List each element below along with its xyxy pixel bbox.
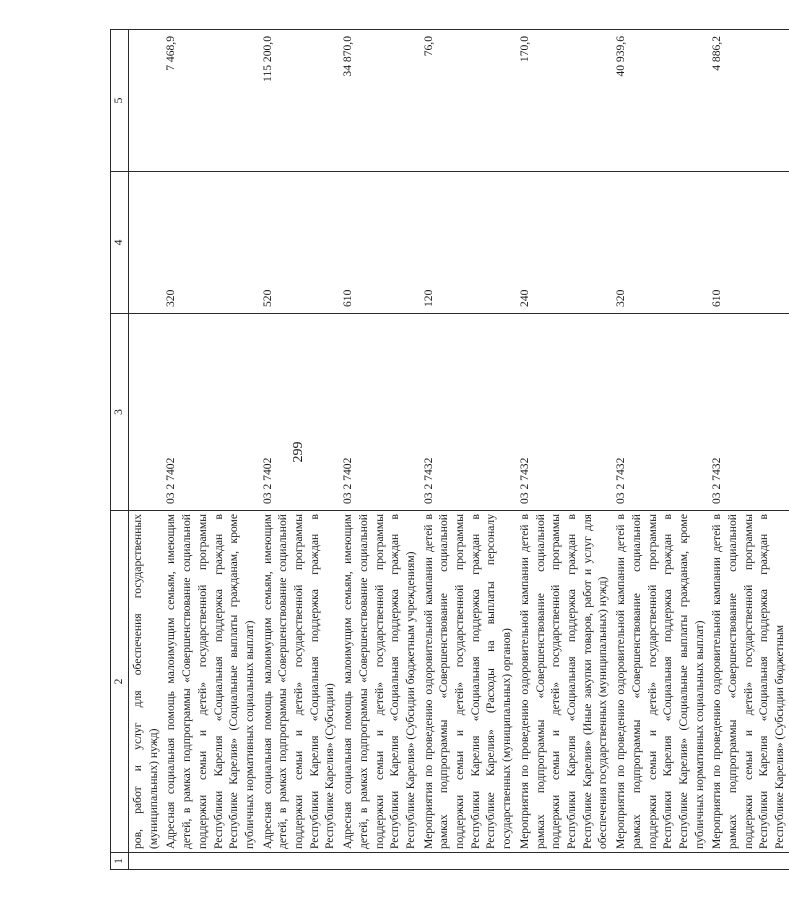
table-row: [162, 30, 258, 870]
row-index-cell: [259, 853, 340, 870]
row-sum: 34 870,0: [339, 30, 420, 172]
header-col-3: 3: [111, 314, 129, 511]
row-sum: 115 200,0: [259, 30, 340, 172]
row-code: 03 2 7432: [708, 314, 789, 511]
table-row: [339, 30, 420, 870]
header-col-1: 1: [111, 853, 129, 870]
header-col-5: 5: [111, 30, 129, 172]
row-vr: 240: [516, 172, 612, 314]
row-index-cell: [339, 853, 420, 870]
row-name: Адресная социальная помощь малоимущим семьям, имеющим детей, в рамках подпрограммы «Совершенствование социальной поддержки семьи и детей» государственной программы Республики Карелия «Социальная поддержка граждан в Республике Карелия» (Субсидии): [259, 511, 340, 853]
header-col-4: 4: [111, 172, 129, 314]
row-name: Мероприятия по проведению оздоровительной кампании детей в рамках подпрограммы «Совершенствование социальной поддержки семьи и детей» государственной программы Республики Карелия «Социальная поддержка граждан в Республике Карелия» (Иные закупки товаров, работ и услуг для обеспечения государственных (муниципальных) нужд): [516, 511, 612, 853]
table-header: [111, 30, 129, 870]
row-sum: 40 939,6: [612, 30, 708, 172]
row-name: ров, работ и услуг для обеспечения государственных (муниципальных) нужд): [129, 511, 163, 853]
row-vr: 520: [259, 172, 340, 314]
header-row: [111, 30, 129, 870]
row-sum: [129, 30, 163, 172]
row-name: Адресная социальная помощь малоимущим семьям, имеющим детей, в рамках подпрограммы «Совершенствование социальной поддержки семьи и детей» государственной программы Республики Карелия «Социальная поддержка граждан в Республике Карелия» (Социальные выплаты гражданам, кроме публичных нормативных социальных выплат): [162, 511, 258, 853]
row-code: 03 2 7402: [162, 314, 258, 511]
budget-table: [110, 29, 789, 870]
row-vr: 320: [612, 172, 708, 314]
row-name: Мероприятия по проведению оздоровительной кампании детей в рамках подпрограммы «Совершенствование социальной поддержки семьи и детей» государственной программы Республики Карелия «Социальная поддержка граждан в Республике Карелия» (Социальные выплаты гражданам, кроме публичных нормативных социальных выплат): [612, 511, 708, 853]
row-code: 03 2 7432: [420, 314, 516, 511]
row-index-cell: [708, 853, 789, 870]
row-code: 03 2 7402: [339, 314, 420, 511]
table-body: [129, 30, 789, 870]
row-sum: 170,0: [516, 30, 612, 172]
row-sum: 4 886,2: [708, 30, 789, 172]
header-col-2: 2: [111, 511, 129, 853]
page-number: 299: [291, 441, 306, 463]
row-vr: 120: [420, 172, 516, 314]
row-index-cell: [162, 853, 258, 870]
rotated-page-content: [110, 30, 787, 870]
table-row: [708, 30, 789, 870]
row-code: 03 2 7432: [612, 314, 708, 511]
row-code: [129, 314, 163, 511]
row-name: Мероприятия по проведению оздоровительной кампании детей в рамках подпрограммы «Совершенствование социальной поддержки семьи и детей» государственной программы Республики Карелия «Социальная поддержка граждан в Республике Карелия» (Расходы на выплаты персоналу государственных (муниципальных) органов): [420, 511, 516, 853]
row-vr: 610: [339, 172, 420, 314]
table-row: [259, 30, 340, 870]
row-code: 03 2 7402: [259, 314, 340, 511]
row-index-cell: [612, 853, 708, 870]
row-index-cell: [129, 853, 163, 870]
table-row: [516, 30, 612, 870]
row-vr: 610: [708, 172, 789, 314]
table-row: [420, 30, 516, 870]
row-sum: 7 468,9: [162, 30, 258, 172]
row-index-cell: [516, 853, 612, 870]
table-row: [129, 30, 163, 870]
row-index-cell: [420, 853, 516, 870]
row-name: Мероприятия по проведению оздоровительной кампании детей в рамках подпрограммы «Совершенствование социальной поддержки семьи и детей» государственной программы Республики Карелия «Социальная поддержка граждан в Республике Карелия» (Субсидии бюджетным: [708, 511, 789, 853]
row-sum: 76,0: [420, 30, 516, 172]
row-name: Адресная социальная помощь малоимущим семьям, имеющим детей, в рамках подпрограммы «Совершенствование социальной поддержки семьи и детей» государственной программы Республики Карелия «Социальная поддержка граждан в Республике Карелия» (Субсидии бюджетным учреждениям): [339, 511, 420, 853]
row-vr: [129, 172, 163, 314]
row-code: 03 2 7432: [516, 314, 612, 511]
row-vr: 320: [162, 172, 258, 314]
table-row: [612, 30, 708, 870]
